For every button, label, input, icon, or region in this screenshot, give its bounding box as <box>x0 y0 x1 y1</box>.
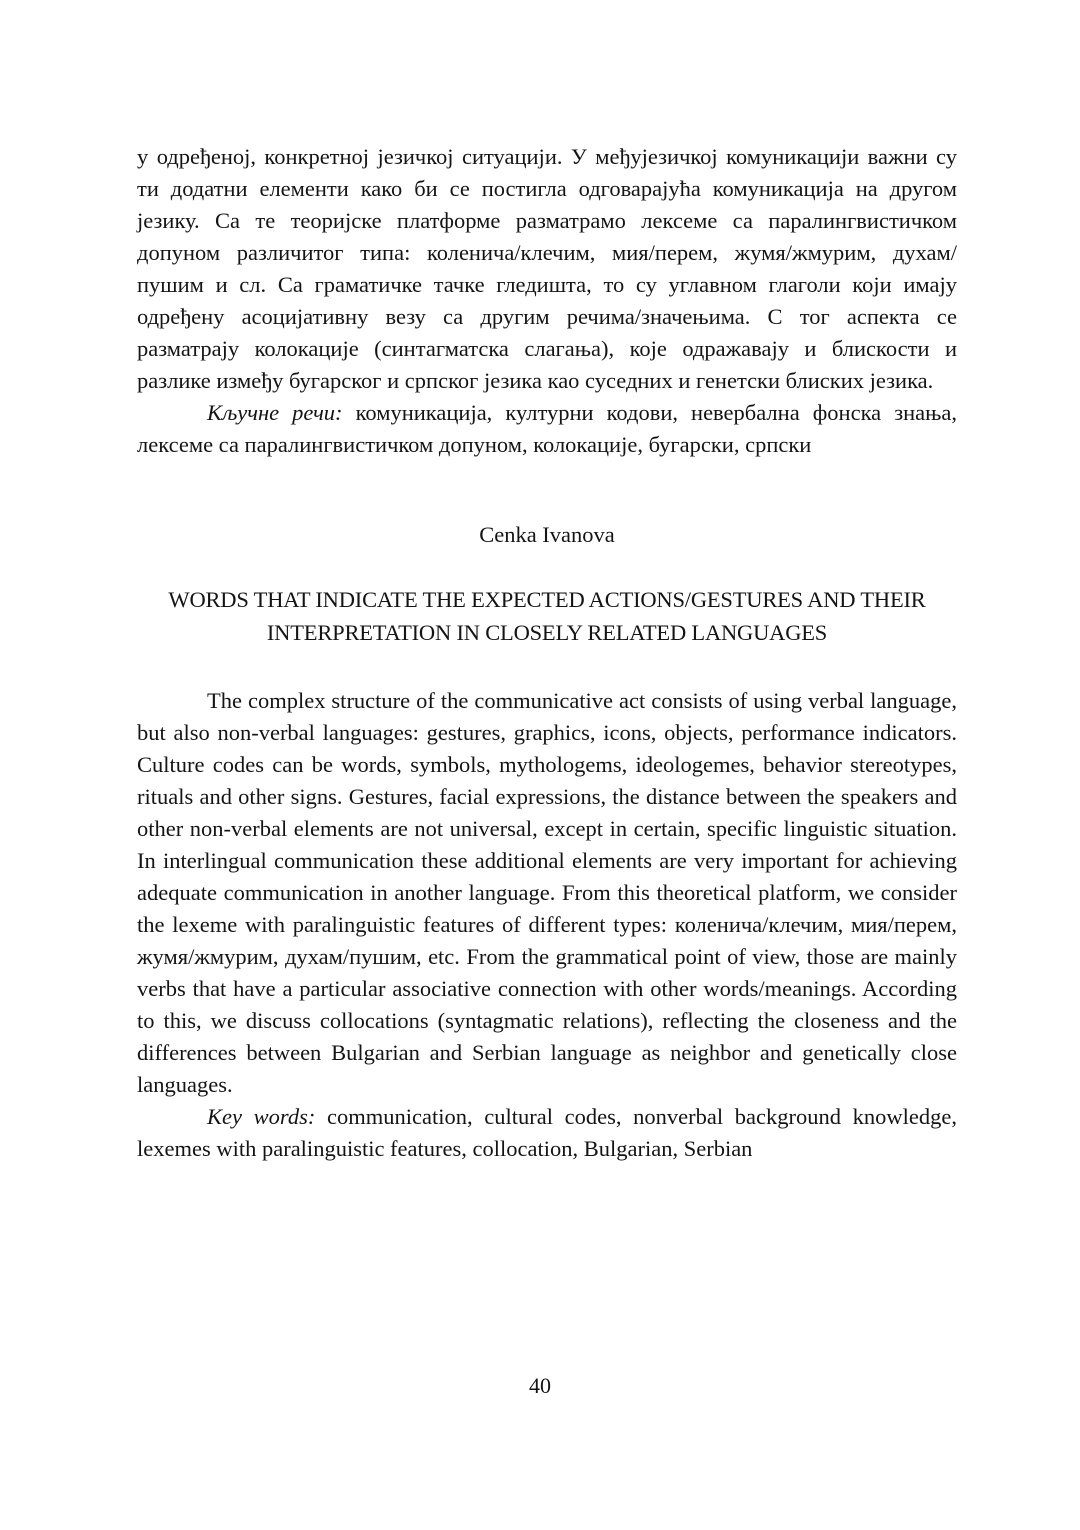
page-number: 40 <box>529 1373 551 1398</box>
keywords-serbian-text: комуникација, културни кодови, невербална фонска знања, лексеме са паралингвистичком допуном, колокације, бугарски, српски <box>137 400 957 457</box>
abstract-english-body: The complex structure of the communicative act consists of using verbal language, but also non-verbal languages: gestures, graphics, icons, objects, performance indicators. Culture codes can be words, symbols, mythologems, ideologemes, behavior stereotypes, rituals and other signs. Gestures, facial expressions, the distance between the speakers and other non-verbal elements are not universal, except in certain, specific linguistic situation. In interlingual communication these additional elements are very important for achieving adequate communication in another language. From this theoretical platform, we consider the lexeme with paralinguistic features of different types: коленича/клечим, мия/перем, жумя/жмурим, духам/пушим, etc. From the grammatical point of view, those are mainly verbs that have a particular associative connection with other words/meanings. According to this, we discuss collocations (syntagmatic relations), reflecting the closeness and the differences between Bulgarian and Serbian language as neighbor and genetically close languages. <box>137 688 957 1097</box>
abstract-serbian-body: у одређеној, конкретној језичкој ситуацији. У међујезичкој комуникацији важни су ти додатни елементи како би се постигла одговарајућа комуникација на другом језику. Са те теоријске платформе разматрамо лексеме са паралингвистичком допуном различитог типа: коленича/клечим, мия/перем, жумя/жмурим, духам/пушим и сл. Са граматичке тачке гледишта, то су углавном глаголи који имају одређену асоцијативну везу са другим речима/значењима. С тог аспекта се разматрају колокације (синтагматска слагања), које одражавају и блискости и разлике између бугарског и српског језика као суседних и генетски блиских језика. <box>137 144 957 393</box>
keywords-english-label: Key words: <box>207 1104 316 1129</box>
abstract-english-keywords <box>137 1101 957 1165</box>
paper-title: WORDS THAT INDICATE THE EXPECTED ACTIONS/GESTURES AND THEIR INTERPRETATION IN CLOSELY RELATED LANGUAGES <box>168 587 926 645</box>
keywords-serbian-label: Кључне речи: <box>207 400 343 425</box>
author-name: Cenka Ivanova <box>479 522 615 547</box>
keywords-english-text: communication, cultural codes, nonverbal background knowledge, lexemes with paralinguistic features, collocation, Bulgarian, Serbian <box>137 1104 957 1161</box>
abstract-serbian-keywords <box>137 397 957 461</box>
